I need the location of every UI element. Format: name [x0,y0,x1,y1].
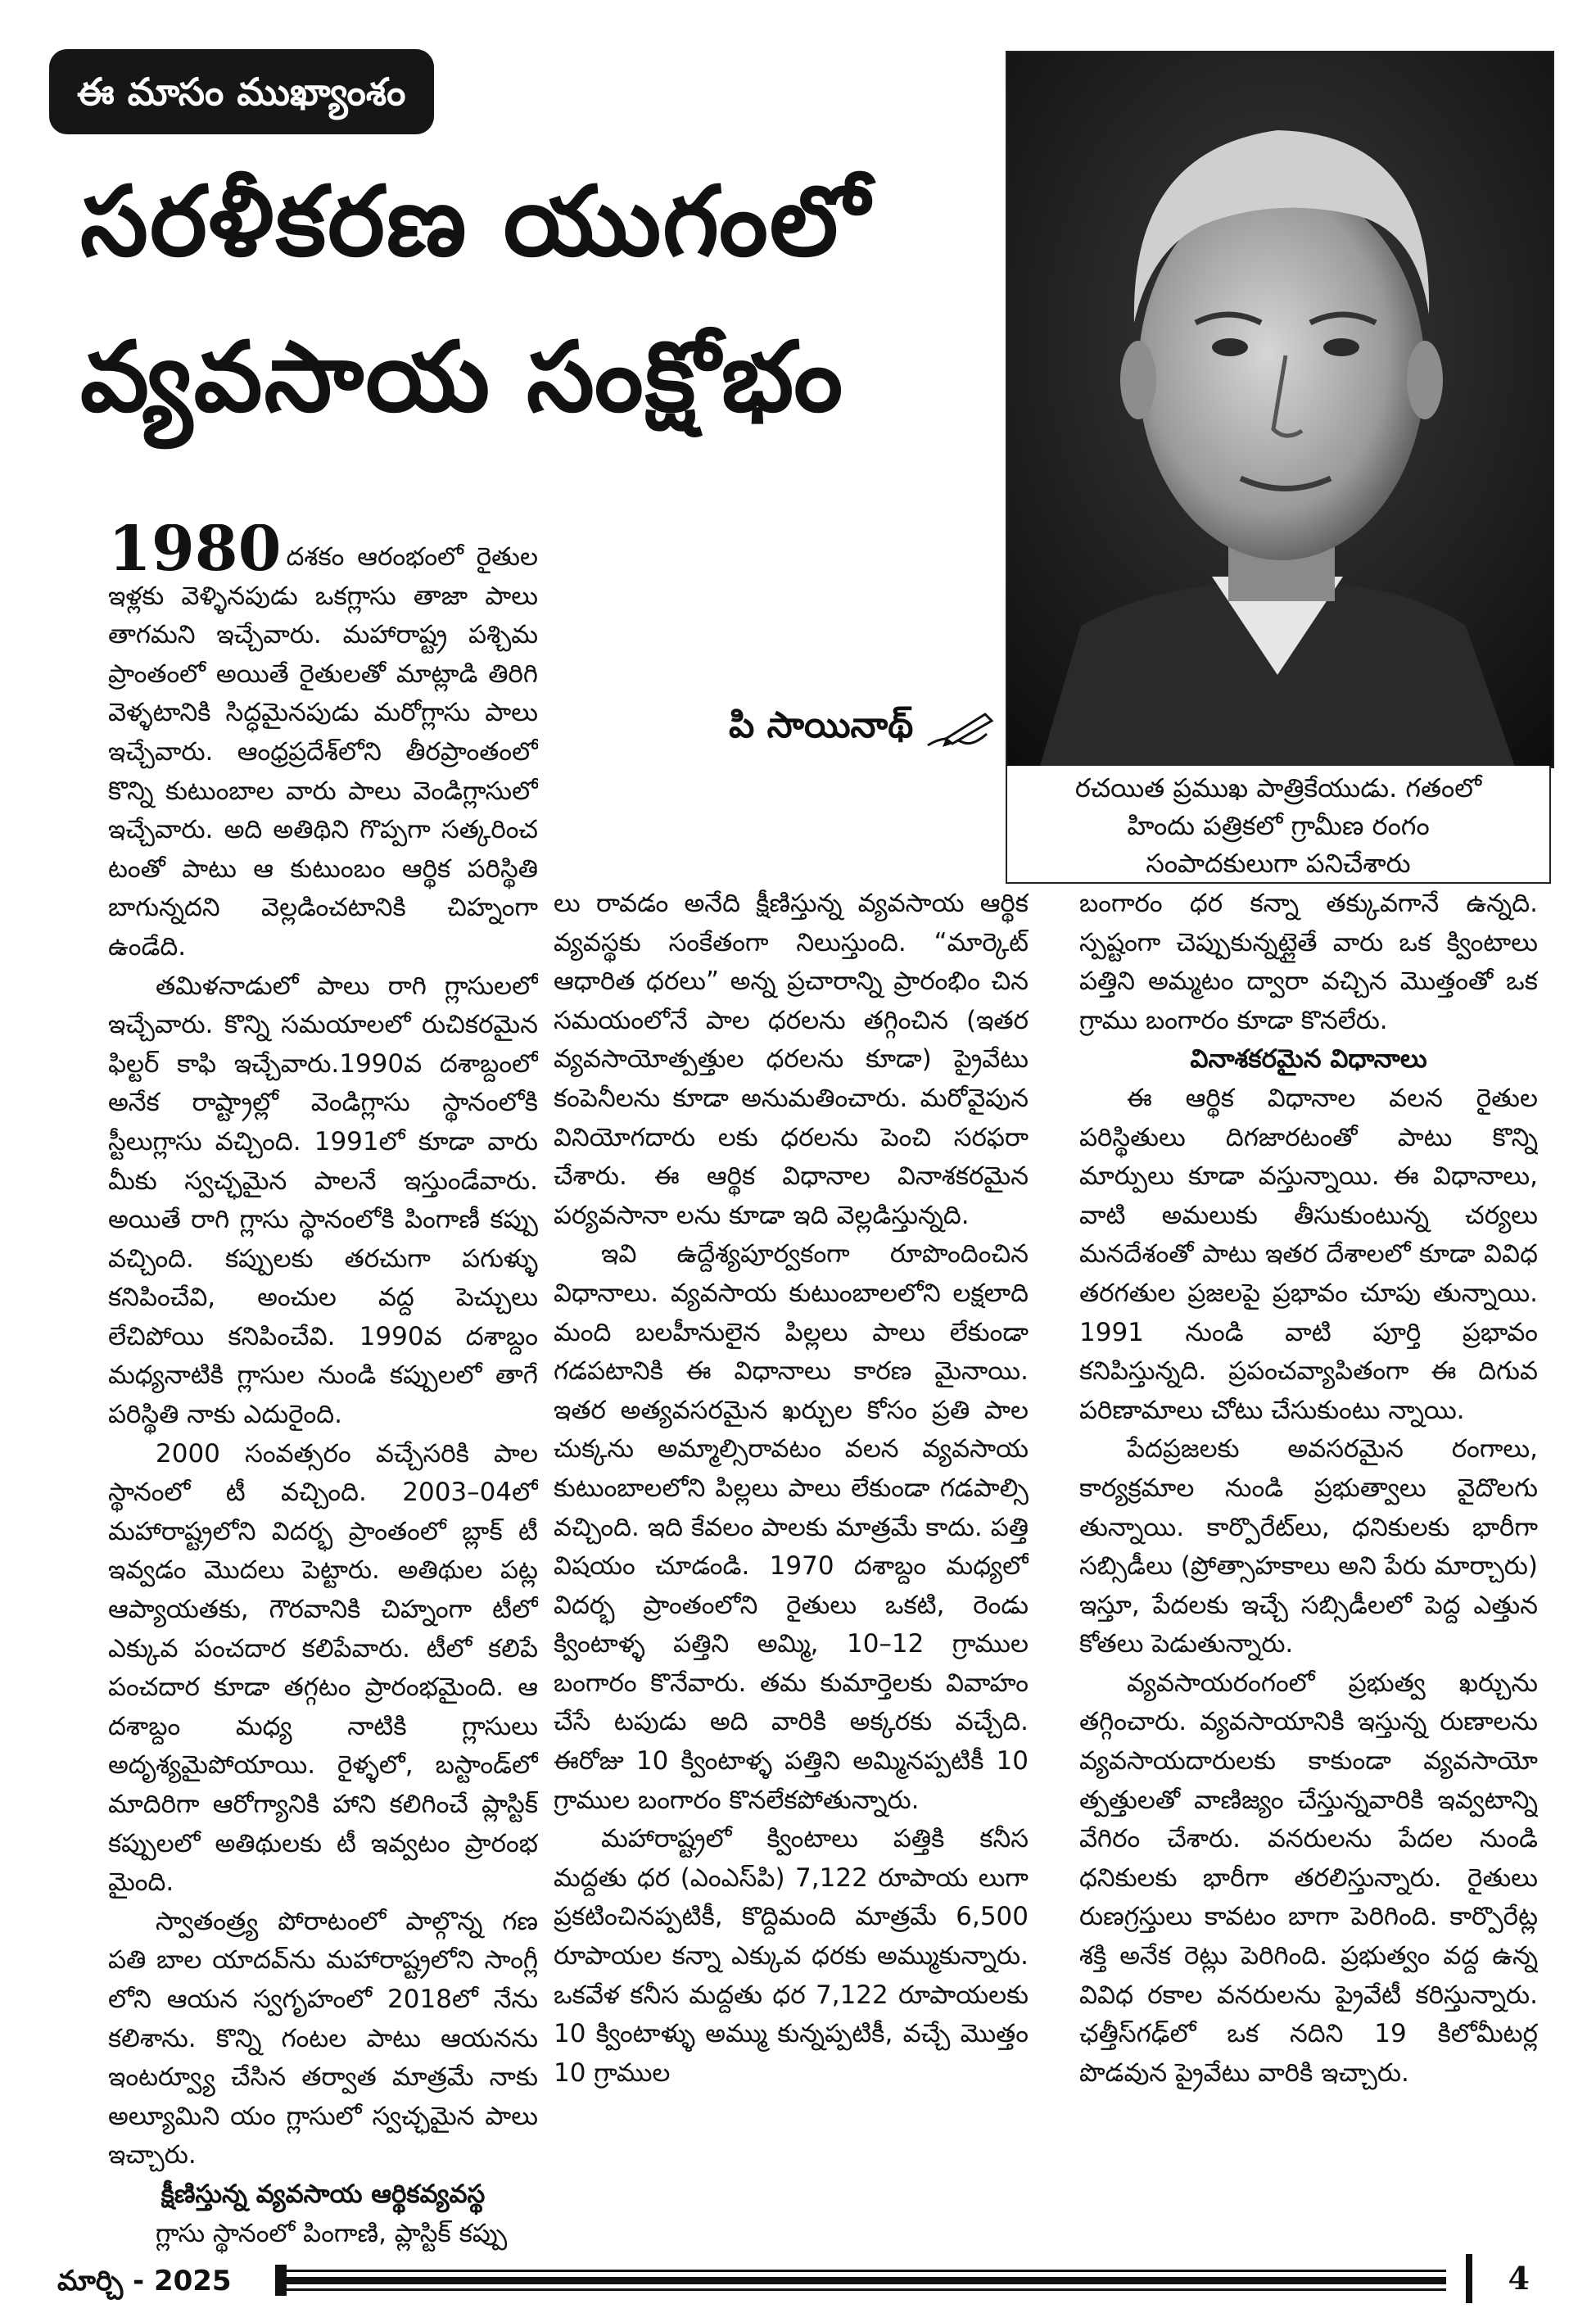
paragraph: ఈ ఆర్థిక విధానాల వలన రైతుల పరిస్థితులు దిగజారటంతో పాటు కొన్ని మార్పులు కూడా వస్తున్నాయి. ఈ విధానాలు, వాటి అమలుకు తీసుకుంటున్న చర్యలు మనదేశంతో పాటు ఇతర దేశాలలో కూడా వివిధ తరగతుల ప్రజలపై ప్రభావం చూపు తున్నాయి. 1991 నుండి వాటి పూర్తి ప్రభావం కనిపిస్తున్నది. ప్రపంచవ్యాపితంగా ఈ దిగువ పరిణామాలు చోటు చేసుకుంటు న్నాయి. [1079,1083,1538,1425]
paragraph: బంగారం ధర కన్నా తక్కువగానే ఉన్నది. స్పష్టంగా చెప్పుకున్నట్లైతే వారు ఒక క్వింటాలు పత్తిని అమ్మటం ద్వారా వచ్చిన మొత్తంతో ఒక గ్రాము బంగారం కూడా కొనలేరు. [1079,889,1538,1035]
author-byline [729,704,995,755]
article-column-1 [108,524,538,2256]
paragraph: స్వాతంత్ర్య పోరాటంలో పాల్గొన్న గణ పతి బాల యాదవ్‌ను మహారాష్ట్రలోని సాంగ్లీ లోని ఆయన స్వగృహంలో 2018లో నేను కలిశాను. కొన్ని గంటల పాటు ఆయనను ఇంటర్వ్యూ చేసిన తర్వాత మాత్రమే నాకు అల్యూమిని యం గ్లాసులో స్వచ్ఛమైన పాలు ఇచ్చారు. [108,1906,538,2170]
paragraph: ఇవి ఉద్దేశ్యపూర్వకంగా రూపొందించిన విధానాలు. వ్యవసాయ కుటుంబాలలోని లక్షలాది మంది బలహీనులైన పిల్లలు పాలు లేకుండా గడపటానికి ఈ విధానాలు కారణ మైనాయి. ఇతర అత్యవసరమైన ఖర్చుల కోసం ప్రతి పాల చుక్కను అమ్మాల్సిరావటం వలన వ్యవసాయ కుటుంబాలలోని పిల్లలు పాలు లేకుండా గడపాల్సి వచ్చింది. ఇది కేవలం పాలకు మాత్రమే కాదు. పత్తి విషయం చూడండి. 1970 దశాబ్దం మధ్యలో విదర్భ ప్రాంతంలోని రైతులు ఒకటి, రెండు క్వింటాళ్ళ పత్తిని అమ్మి, 10–12 గ్రాముల బంగారం కొనేవారు. తమ కుమార్తెలకు వివాహం చేసే టపుడు అది వారికి అక్కరకు వచ్చేది. ఈరోజు 10 క్వింటాళ్ళ పత్తిని అమ్మినప్పటికీ 10 గ్రాముల బంగారం కొనలేకపోతున్నారు. [554,1239,1029,1815]
headline-line-1: సరళీకరణ యుగంలో [80,165,871,278]
pen-writing-icon [921,709,995,750]
paragraph: మహారాష్ట్రలో క్వింటాలు పత్తికి కనీస మద్దతు ధర (ఎంఎస్‌పి) 7,122 రూపాయ లుగా ప్రకటించినప్పటికీ, కొద్దిమంది మాత్రమే 6,500 రూపాయల కన్నా ఎక్కువ ధరకు అమ్ముకున్నారు. ఒకవేళ కనీస మద్దతు ధర 7,122 రూపాయలకు 10 క్వింటాళ్ళు అమ్ము కున్నప్పటికీ, వచ్చే మొత్తం 10 గ్రాముల [554,1824,1029,2088]
author-photo [1006,51,1554,768]
subheading: వినాశకరమైన విధానాలు [1190,1044,1427,1075]
section-badge: ఈ మాసం ముఖ్యాంశం [49,49,434,134]
paragraph: పేదప్రజలకు అవసరమైన రంగాలు, కార్యక్రమాల నుండి ప్రభుత్వాలు వైదొలగు తున్నాయి. కార్పొరేట్‌లు, ధనికులకు భారీగా సబ్సిడీలు (ప్రోత్సాహకాలు అని పేరు మార్చారు) ఇస్తూ, పేదలకు ఇచ్చే సబ్సిడీలలో పెద్ద ఎత్తున కోతలు పెడుతున్నారు. [1079,1434,1538,1659]
author-name: పి సాయినాథ్ [729,704,914,746]
caption-line-2: హిందు పత్రికలో గ్రామీణ రంగం [1127,810,1430,841]
paragraph: 2000 సంవత్సరం వచ్చేసరికి పాల స్థానంలో టీ వచ్చింది. 2003–04లో మహారాష్ట్రలోని విదర్భ ప్రాంతంలో బ్లాక్ టీ ఇవ్వడం మొదలు పెట్టారు. అతిథుల పట్ల ఆప్యాయతకు, గౌరవానికి చిహ్నంగా టీలో ఎక్కువ పంచదార కలిపేవారు. టీలో కలిపే పంచదార కూడా తగ్గటం ప్రారంభమైంది. ఆ దశాబ్దం మధ్య నాటికి గ్లాసులు అదృశ్యమైపోయాయి. రైళ్ళలో, బస్టాండ్‌లో మాదిరిగా ఆరోగ్యానికి హాని కలిగించే ప్లాస్టిక్ కప్పులలో అతిథులకు టీ ఇవ్వటం ప్రారంభ మైంది. [108,1438,538,1898]
article-column-2 [554,885,1029,2256]
page-number: 4 [1466,2254,1530,2303]
article-column-3 [1079,885,1538,2256]
paragraph: 1980 దశకం ఆరంభంలో రైతుల ఇళ్లకు వెళ్ళినపుడు ఒకగ్లాసు తాజా పాలు తాగమని ఇచ్చేవారు. మహారాష్ట్ర పశ్చిమ ప్రాంతంలో అయితే రైతులతో మాట్లాడి తిరిగి వెళ్ళటానికి సిద్ధమైనపుడు మరోగ్లాసు పాలు ఇచ్చేవారు. ఆంధ్రప్రదేశ్‌లోని తీరప్రాంతంలో కొన్ని కుటుంబాల వారు పాలు వెండిగ్లాసులో ఇచ్చేవారు. అది అతిథిని గొప్పగా సత్కరించ టంతో పాటు ఆ కుటుంబం ఆర్థిక పరిస్థితి బాగున్నదని వెల్లడించటానికి చిహ్నంగా ఉండేది. [108,524,538,967]
paragraph: లు రావడం అనేది క్షీణిస్తున్న వ్యవసాయ ఆర్థిక వ్యవస్థకు సంకేతంగా నిలుస్తుంది. “మార్కెట్ ఆధారిత ధరలు” అన్న ప్రచారాన్ని ప్రారంభిం చిన సమయంలోనే పాల ధరలను తగ్గించిన (ఇతర వ్యవసాయోత్పత్తుల ధరలను కూడా) ప్రైవేటు కంపెనీలను కూడా అనుమతించారు. మరోవైపున వినియోగదారు లకు ధరలను పెంచి సరఫరా చేశారు. ఈ ఆర్థిక విధానాల వినాశకరమైన పర్యవసానా లను కూడా ఇది వెల్లడిస్తున్నది. [554,889,1029,1230]
paragraph: వ్యవసాయరంగంలో ప్రభుత్వ ఖర్చును తగ్గించారు. వ్యవసాయానికి ఇస్తున్న రుణాలను వ్యవసాయదారులకు కాకుండా వ్యవసాయో త్పత్తులతో వాణిజ్యం చేస్తున్నవారికి ఇవ్వటాన్ని వేగిరం చేశారు. వనరులను పేదల నుండి ధనికులకు భారీగా తరలిస్తున్నారు. రైతులు రుణగ్రస్తులు కావటం బాగా పెరిగింది. కార్పొరేట్ల శక్తి అనేక రెట్లు పెరిగింది. ప్రభుత్వం వద్ద ఉన్న వివిధ రకాల వనరులను ప్రైవేటీ కరిస్తున్నారు. ఛత్తీస్‌గఢ్‌లో ఒక నదిని 19 కిలోమీటర్ల పొడవున ప్రైవేటు వారికి ఇచ్చారు. [1079,1668,1538,2088]
footer-rule [275,2265,1446,2289]
caption-line-1: రచయిత ప్రముఖ పాత్రికేయుడు. గతంలో [1074,772,1482,803]
author-caption [1006,766,1551,884]
headline-line-2: వ్యవసాయ సంక్షోభం [80,320,845,433]
issue-date: మార్చి - 2025 [57,2265,232,2297]
caption-line-3: సంపాదకులుగా పనిచేశారు [1146,848,1411,879]
author-portrait-icon [1007,52,1553,767]
lead-number: 1980 [108,524,282,585]
subheading: క్షీణిస్తున్న వ్యవసాయ ఆర్థికవ్యవస్థ [161,2179,486,2209]
paragraph: తమిళనాడులో పాలు రాగి గ్లాసులలో ఇచ్చేవారు. కొన్ని సమయాలలో రుచికరమైన ఫిల్టర్ కాఫి ఇచ్చేవారు.1990వ దశాబ్దంలో అనేక రాష్ట్రాల్లో వెండిగ్లాసు స్థానంలోకి స్టీలుగ్లాసు వచ్చింది. 1991లో కూడా వారు మీకు స్వచ్ఛమైన పాలనే ఇస్తుండేవారు. అయితే రాగి గ్లాసు స్థానంలోకి పింగాణీ కప్పు వచ్చింది. కప్పులకు తరచుగా పగుళ్ళు కనిపించేవి, అంచుల వద్ద పెచ్చులు లేచిపోయి కనిపించేవి. 1990వ దశాబ్దం మధ్యనాటికి గ్లాసుల నుండి కప్పులలో తాగే పరిస్థితి నాకు ఎదురైంది. [108,971,538,1430]
paragraph: గ్లాసు స్థానంలో పింగాణి, ప్లాస్టిక్ కప్పు [156,2218,508,2248]
